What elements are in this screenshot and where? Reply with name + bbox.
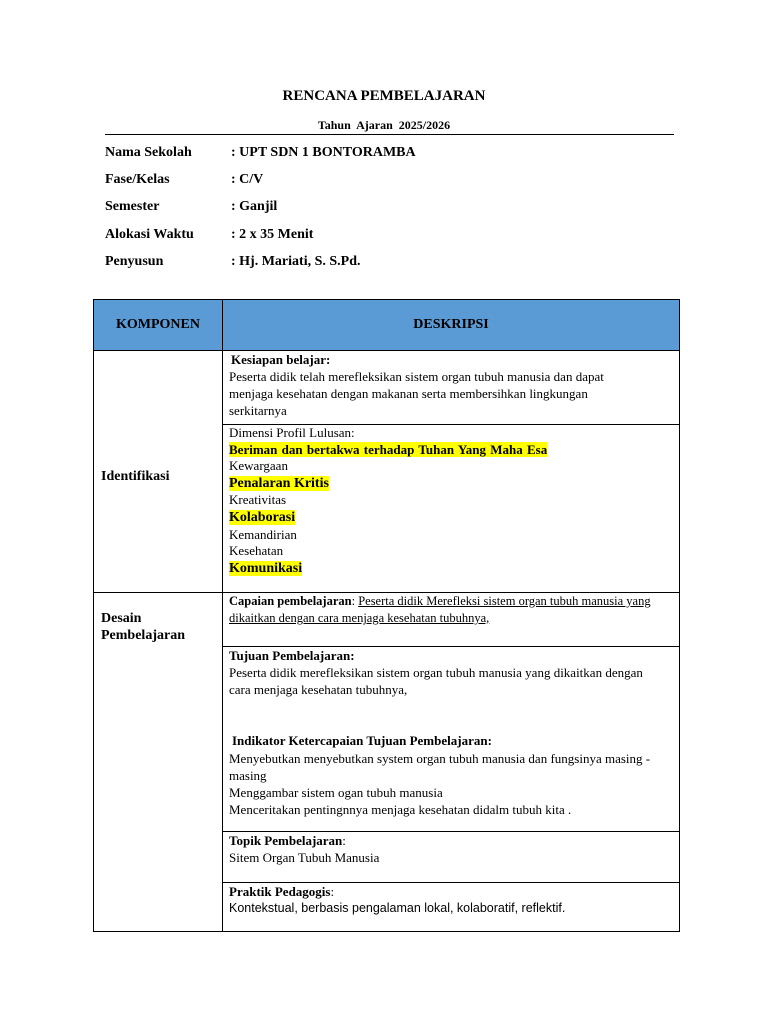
praktik-text: Kontekstual, berbasis pengalaman lokal, kolaboratif, reflektif.	[229, 901, 566, 915]
info-value-semester: : Ganjil	[231, 199, 278, 214]
profil-item: Komunikasi	[229, 560, 303, 576]
profil-item: Kewargaan	[229, 458, 288, 474]
info-value-time: : 2 x 35 Menit	[231, 227, 314, 242]
topik-text: Sitem Organ Tubuh Manusia	[229, 850, 380, 865]
kesiapan-text: Peserta didik telah merefleksikan sistem organ tubuh manusia dan dapat	[229, 369, 604, 384]
capaian-text: dikaitkan dengan cara menjaga kesehatan tubuhnya,	[229, 611, 490, 625]
capaian-title: Capaian pembelajaran	[229, 594, 352, 608]
section-label-line: Pembelajaran	[101, 628, 185, 643]
indikator-title: Indikator Ketercapaian Tujuan Pembelajaran:	[232, 733, 492, 748]
topik-cell	[229, 832, 674, 866]
topik-title: Topik Pembelajaran	[229, 833, 343, 848]
indikator-text: masing	[229, 768, 267, 783]
col-header-deskripsi: DESKRIPSI	[223, 300, 679, 350]
info-label-phase: Fase/Kelas	[105, 172, 170, 187]
capaian-text: Peserta didik Merefleksi sistem organ tubuh manusia yang	[358, 594, 651, 608]
title-divider	[105, 134, 674, 135]
kesiapan-cell	[229, 351, 674, 419]
profil-cell	[229, 425, 674, 577]
tujuan-text: cara menjaga kesehatan tubuhnya,	[229, 682, 408, 697]
column-divider	[222, 300, 223, 931]
document-title: RENCANA PEMBELAJARAN	[282, 88, 486, 104]
kesiapan-text: serkitarnya	[229, 403, 287, 418]
info-value-author: : Hj. Mariati, S. S.Pd.	[231, 254, 361, 269]
col-header-komponen: KOMPONEN	[94, 300, 222, 350]
topik-colon: :	[342, 833, 346, 848]
praktik-cell	[229, 883, 674, 917]
kesiapan-text: menjaga kesehatan dengan makanan serta membersihkan lingkungan	[229, 386, 588, 401]
tujuan-cell	[229, 647, 674, 818]
praktik-colon: :	[330, 884, 335, 899]
profil-item: Kreativitas	[229, 492, 287, 508]
indikator-text: Menggambar sistem ogan tubuh manusia	[229, 785, 443, 800]
profil-item: Kesehatan	[229, 543, 284, 559]
section-label-identifikasi: Identifikasi	[101, 469, 170, 484]
tujuan-title: Tujuan Pembelajaran:	[229, 648, 355, 663]
academic-year: Tahun Ajaran 2025/2026	[317, 118, 451, 132]
profil-title: Dimensi Profil Lulusan:	[229, 425, 355, 440]
info-label-school: Nama Sekolah	[105, 145, 192, 160]
tujuan-text: Peserta didik merefleksikan sistem organ tubuh manusia yang dikaitkan dengan	[229, 665, 643, 680]
indikator-text: Menyebutkan menyebutkan system organ tubuh manusia dan fungsinya masing -	[229, 751, 651, 766]
info-value-school: : UPT SDN 1 BONTORAMBA	[231, 145, 416, 160]
profil-item: Penalaran Kritis	[229, 475, 329, 491]
section-label-line: Desain	[101, 611, 142, 626]
praktik-title: Praktik Pedagogis	[229, 884, 331, 899]
info-value-phase: : C/V	[231, 172, 264, 187]
profil-item: Kolaborasi	[229, 509, 296, 525]
indikator-text: Menceritakan pentingnnya menjaga kesehatan didalm tubuh kita .	[229, 802, 572, 817]
profil-item: Beriman dan bertakwa terhadap Tuhan Yang Maha Esa	[229, 441, 548, 457]
info-label-author: Penyusun	[105, 254, 164, 269]
profil-item: Kemandirian	[229, 526, 297, 542]
section-label-desain	[101, 610, 185, 644]
info-label-semester: Semester	[105, 199, 160, 214]
info-label-time: Alokasi Waktu	[105, 227, 194, 242]
capaian-colon: :	[351, 594, 359, 608]
capaian-cell	[229, 593, 674, 627]
lesson-plan-table	[93, 299, 680, 932]
kesiapan-title: Kesiapan belajar:	[231, 352, 331, 367]
